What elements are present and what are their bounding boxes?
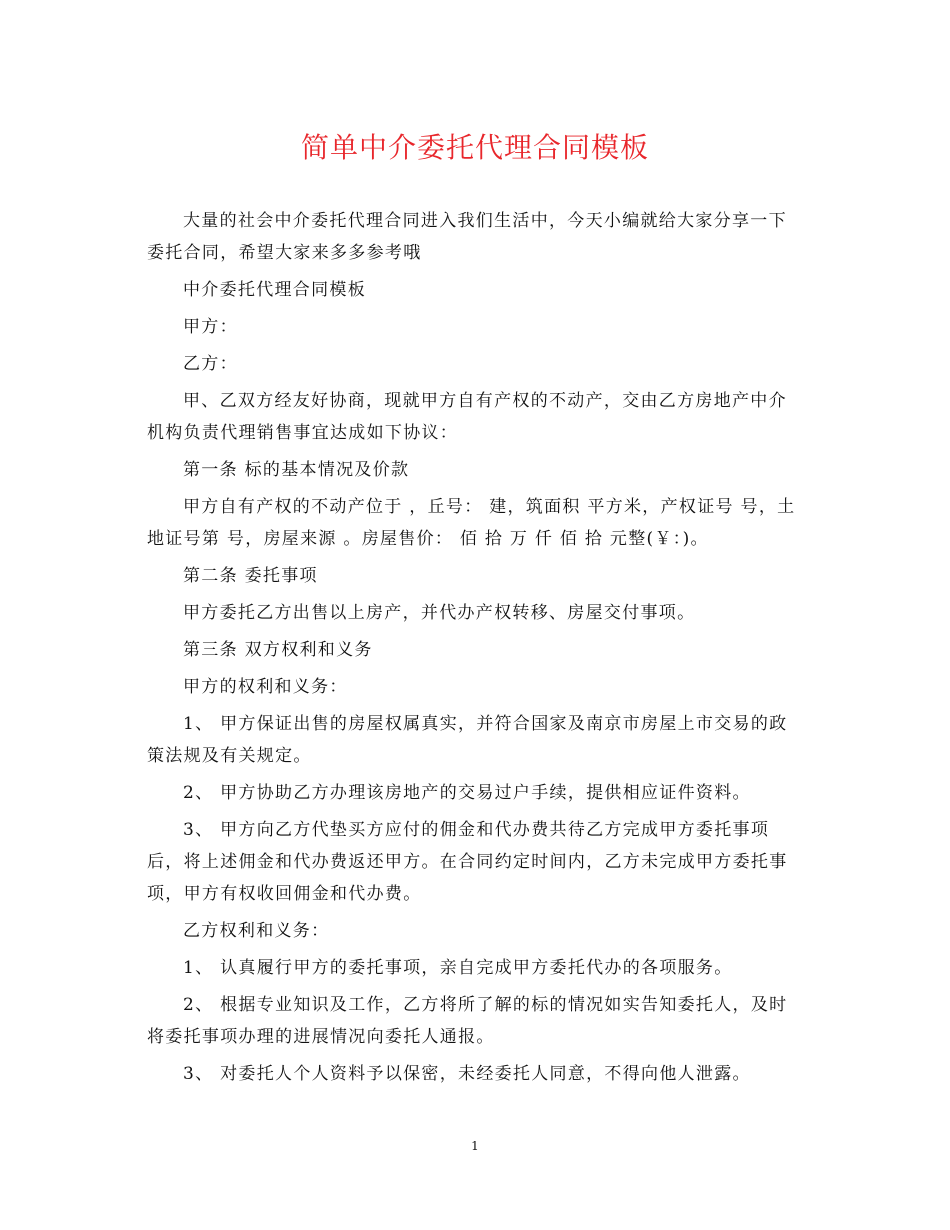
property-details-paragraph: 甲方自有产权的不动产位于 ，丘号： 建，筑面积 平方米，产权证号 号，土地证号第 号，房屋来源 。房屋售价： 佰 拾 万 仟 佰 拾 元整(￥：)。 [147,497,796,549]
document-title: 简单中介委托代理合同模板 [300,131,649,164]
party-a-duty-3: 3、 甲方向乙方代垫买方应付的佣金和代办费共待乙方完成甲方委托事项后，将上述佣金和代办费返还甲方。在合同约定时间内，乙方未完成甲方委托事项，甲方有权收回佣金和代办费。 [147,820,788,904]
party-a-line: 甲方： [183,317,238,337]
party-a-duty-2: 2、 甲方协助乙方办理该房地产的交易过户手续，提供相应证件资料。 [183,783,751,803]
party-a-duty-1: 1、 甲方保证出售的房屋权属真实，并符合国家及南京市房屋上市交易的政策法规及有关规定。 [147,714,788,766]
intro-paragraph: 大量的社会中介委托代理合同进入我们生活中，今天小编就给大家分享一下委托合同，希望大家来多多参考哦 [147,211,787,263]
document-body [147,205,801,1095]
party-b-rights-heading: 乙方权利和义务： [183,921,330,941]
party-b-duty-1: 1、 认真履行甲方的委托事项，亲自完成甲方委托代办的各项服务。 [183,958,733,978]
entrusted-matters-paragraph: 甲方委托乙方出售以上房产，并代办产权转移、房屋交付事项。 [183,603,696,623]
article-3-heading: 第三条 双方权利和义务 [183,640,373,660]
page-number: 1 [471,1139,479,1153]
article-2-heading: 第二条 委托事项 [183,566,318,586]
party-a-rights-heading: 甲方的权利和义务： [183,677,348,697]
party-b-line: 乙方： [183,354,238,374]
agreement-paragraph: 甲、乙双方经友好协商，现就甲方自有产权的不动产，交由乙方房地产中介机构负责代理销售事宜达成如下协议： [147,391,787,443]
party-b-duty-3: 3、 对委托人个人资料予以保密，未经委托人同意，不得向他人泄露。 [183,1064,751,1084]
party-b-duty-2: 2、 根据专业知识及工作，乙方将所了解的标的情况如实告知委托人，及时将委托事项办理的进展情况向委托人通报。 [147,995,788,1047]
template-heading: 中介委托代理合同模板 [183,280,366,300]
article-1-heading: 第一条 标的基本情况及价款 [183,460,410,480]
